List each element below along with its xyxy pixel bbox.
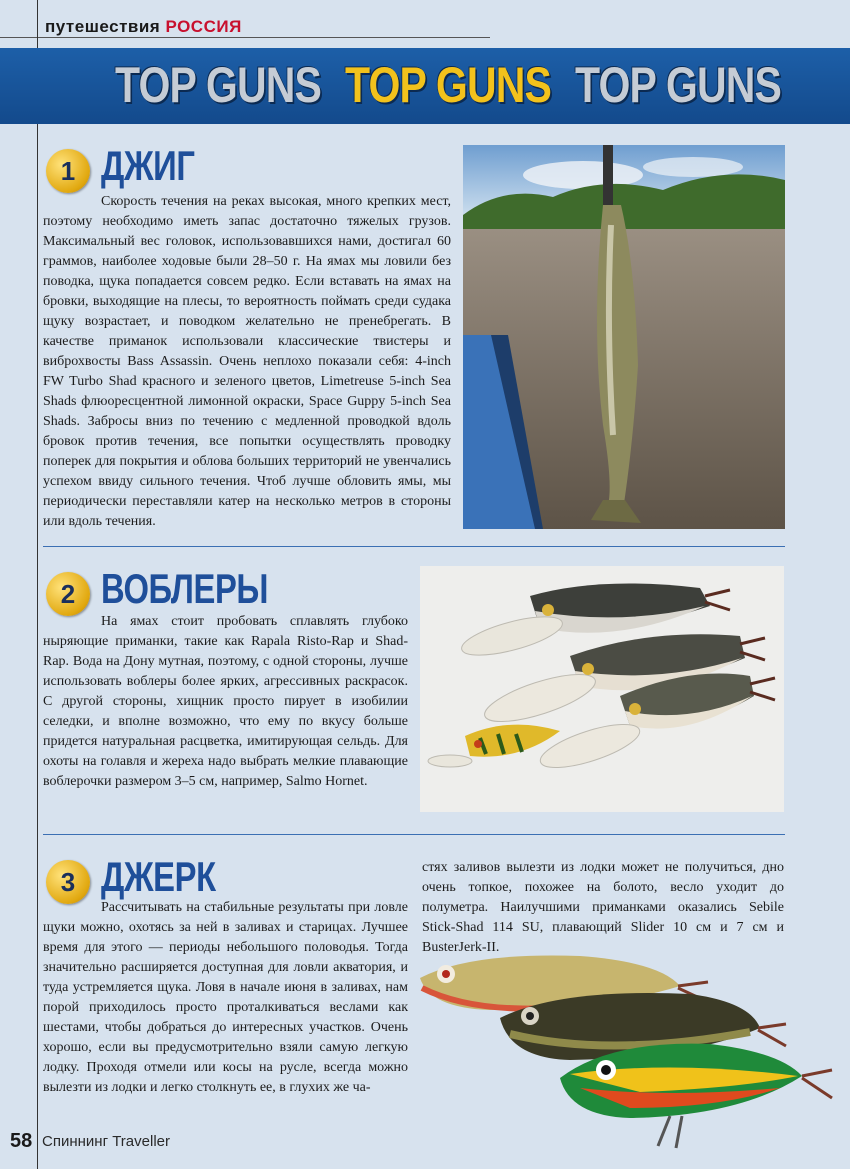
banner-text-3: TOP GUNS xyxy=(575,57,782,113)
section-2-number-badge: 2 xyxy=(46,572,90,616)
banner-text-1: TOP GUNS xyxy=(115,57,322,113)
pike-river-photo xyxy=(463,145,785,529)
banner-text-2: TOP GUNS xyxy=(345,57,552,113)
section-divider-1 xyxy=(43,546,785,547)
margin-rule xyxy=(37,0,38,1169)
wobblers-photo xyxy=(420,566,784,812)
section-3-text-continued: стях заливов вылезти из лодки может не получиться, дно очень топкое, похожее на болото, весло уходит до полуметра. Наилучшими приманками оказались Sebile Stick-Shad 114 SU, плавающий Slider 10 см и 7 см и BusterJerk-II. xyxy=(422,860,784,955)
section-2-text: На ямах стоит пробовать сплавлять глубоко ныряющие приманки, такие как Rapala Risto-Rap и Shad-Rap. Вода на Дону мутная, поэтому, с одной стороны, лучше использовать воблеры более ярких, агрессивных раскрасок. С другой стороны, хищник просто пирует в изобилии селедки, и вполне возможно, что ему по вкусу больше придется натуральная расцветка, имитирующая сельдь. Для охоты на голавля и жереха надо выбрать мелкие плавающие воблерочки размером 3–5 см, например, Salmo Hornet. xyxy=(43,614,408,789)
rubric-label xyxy=(45,17,242,37)
rubric-part1: путешествия xyxy=(45,17,161,36)
top-guns-banner xyxy=(0,48,850,124)
page-number: 58 xyxy=(10,1130,33,1152)
rubric-part2: РОССИЯ xyxy=(165,17,242,36)
section-3-text: Рассчитывать на стабильные результаты при ловле щуки можно, охотясь за ней в заливах и старицах. Лучшее время для этого — периоды небольшого половодья. Тогда значительно расширяется доступная для ловли акватория, и туда устремляется щука. Ловя в начале июня в заливах, нам порой приходилось просто проталкиваться веслами как шестами, чтобы добраться до интересных участков. Очень хорошо, если вы предусмотрительно взяли самую легкую лодку. Проходя отмели или косы на русле, всегда можно вылезти из лодки и легко столкнуть ее, в глухих же ча- xyxy=(43,900,408,1095)
section-3-title: ДЖЕРК xyxy=(101,853,216,900)
section-2-title: ВОБЛЕРЫ xyxy=(101,565,269,612)
header-rule xyxy=(0,37,490,38)
section-1-number-badge: 1 xyxy=(46,149,90,193)
section-1-title: ДЖИГ xyxy=(101,142,195,189)
section-3-number-badge: 3 xyxy=(46,860,90,904)
jerkbaits-photo xyxy=(410,948,850,1169)
section-divider-2 xyxy=(43,834,785,835)
section-1-text: Скорость течения на реках высокая, много крепких мест, поэтому необходимо иметь запас достаточно тяжелых грузов. Максимальный вес головок, использовавшихся нами, достигал 60 граммов, наиболее ходовые были 28–50 г. На ямах мы ловили без поводка, щука попадается совсем редко. Если вставать на ямах на бровки, выходящие на плесы, то вероятность поймать среди судака щуку возрастает, и поводком желательно не пренебрегать. В качестве приманок использовали классические твистеры и виброхвосты Bass Assassin. Очень неплохо показали себя: 4-inch FW Turbo Shad красного и зеленого цветов, Limetreuse 5-inch Sea Shads флюоресцентной лимонной окраски, Space Guppy 5-inch Sea Shads. Забросы вниз по течению с медленной проводкой вдоль бровок против течения, все попытки осуществлять проводку поперек для покрытия и облова больших территорий не увенчались успехом ввиду сильного течения. Чтоб лучше обловить ямы, мы периодически переставляли катер на несколько метров в стороны или вдоль течения. xyxy=(43,194,451,529)
magazine-title: Спиннинг Traveller xyxy=(42,1133,170,1150)
